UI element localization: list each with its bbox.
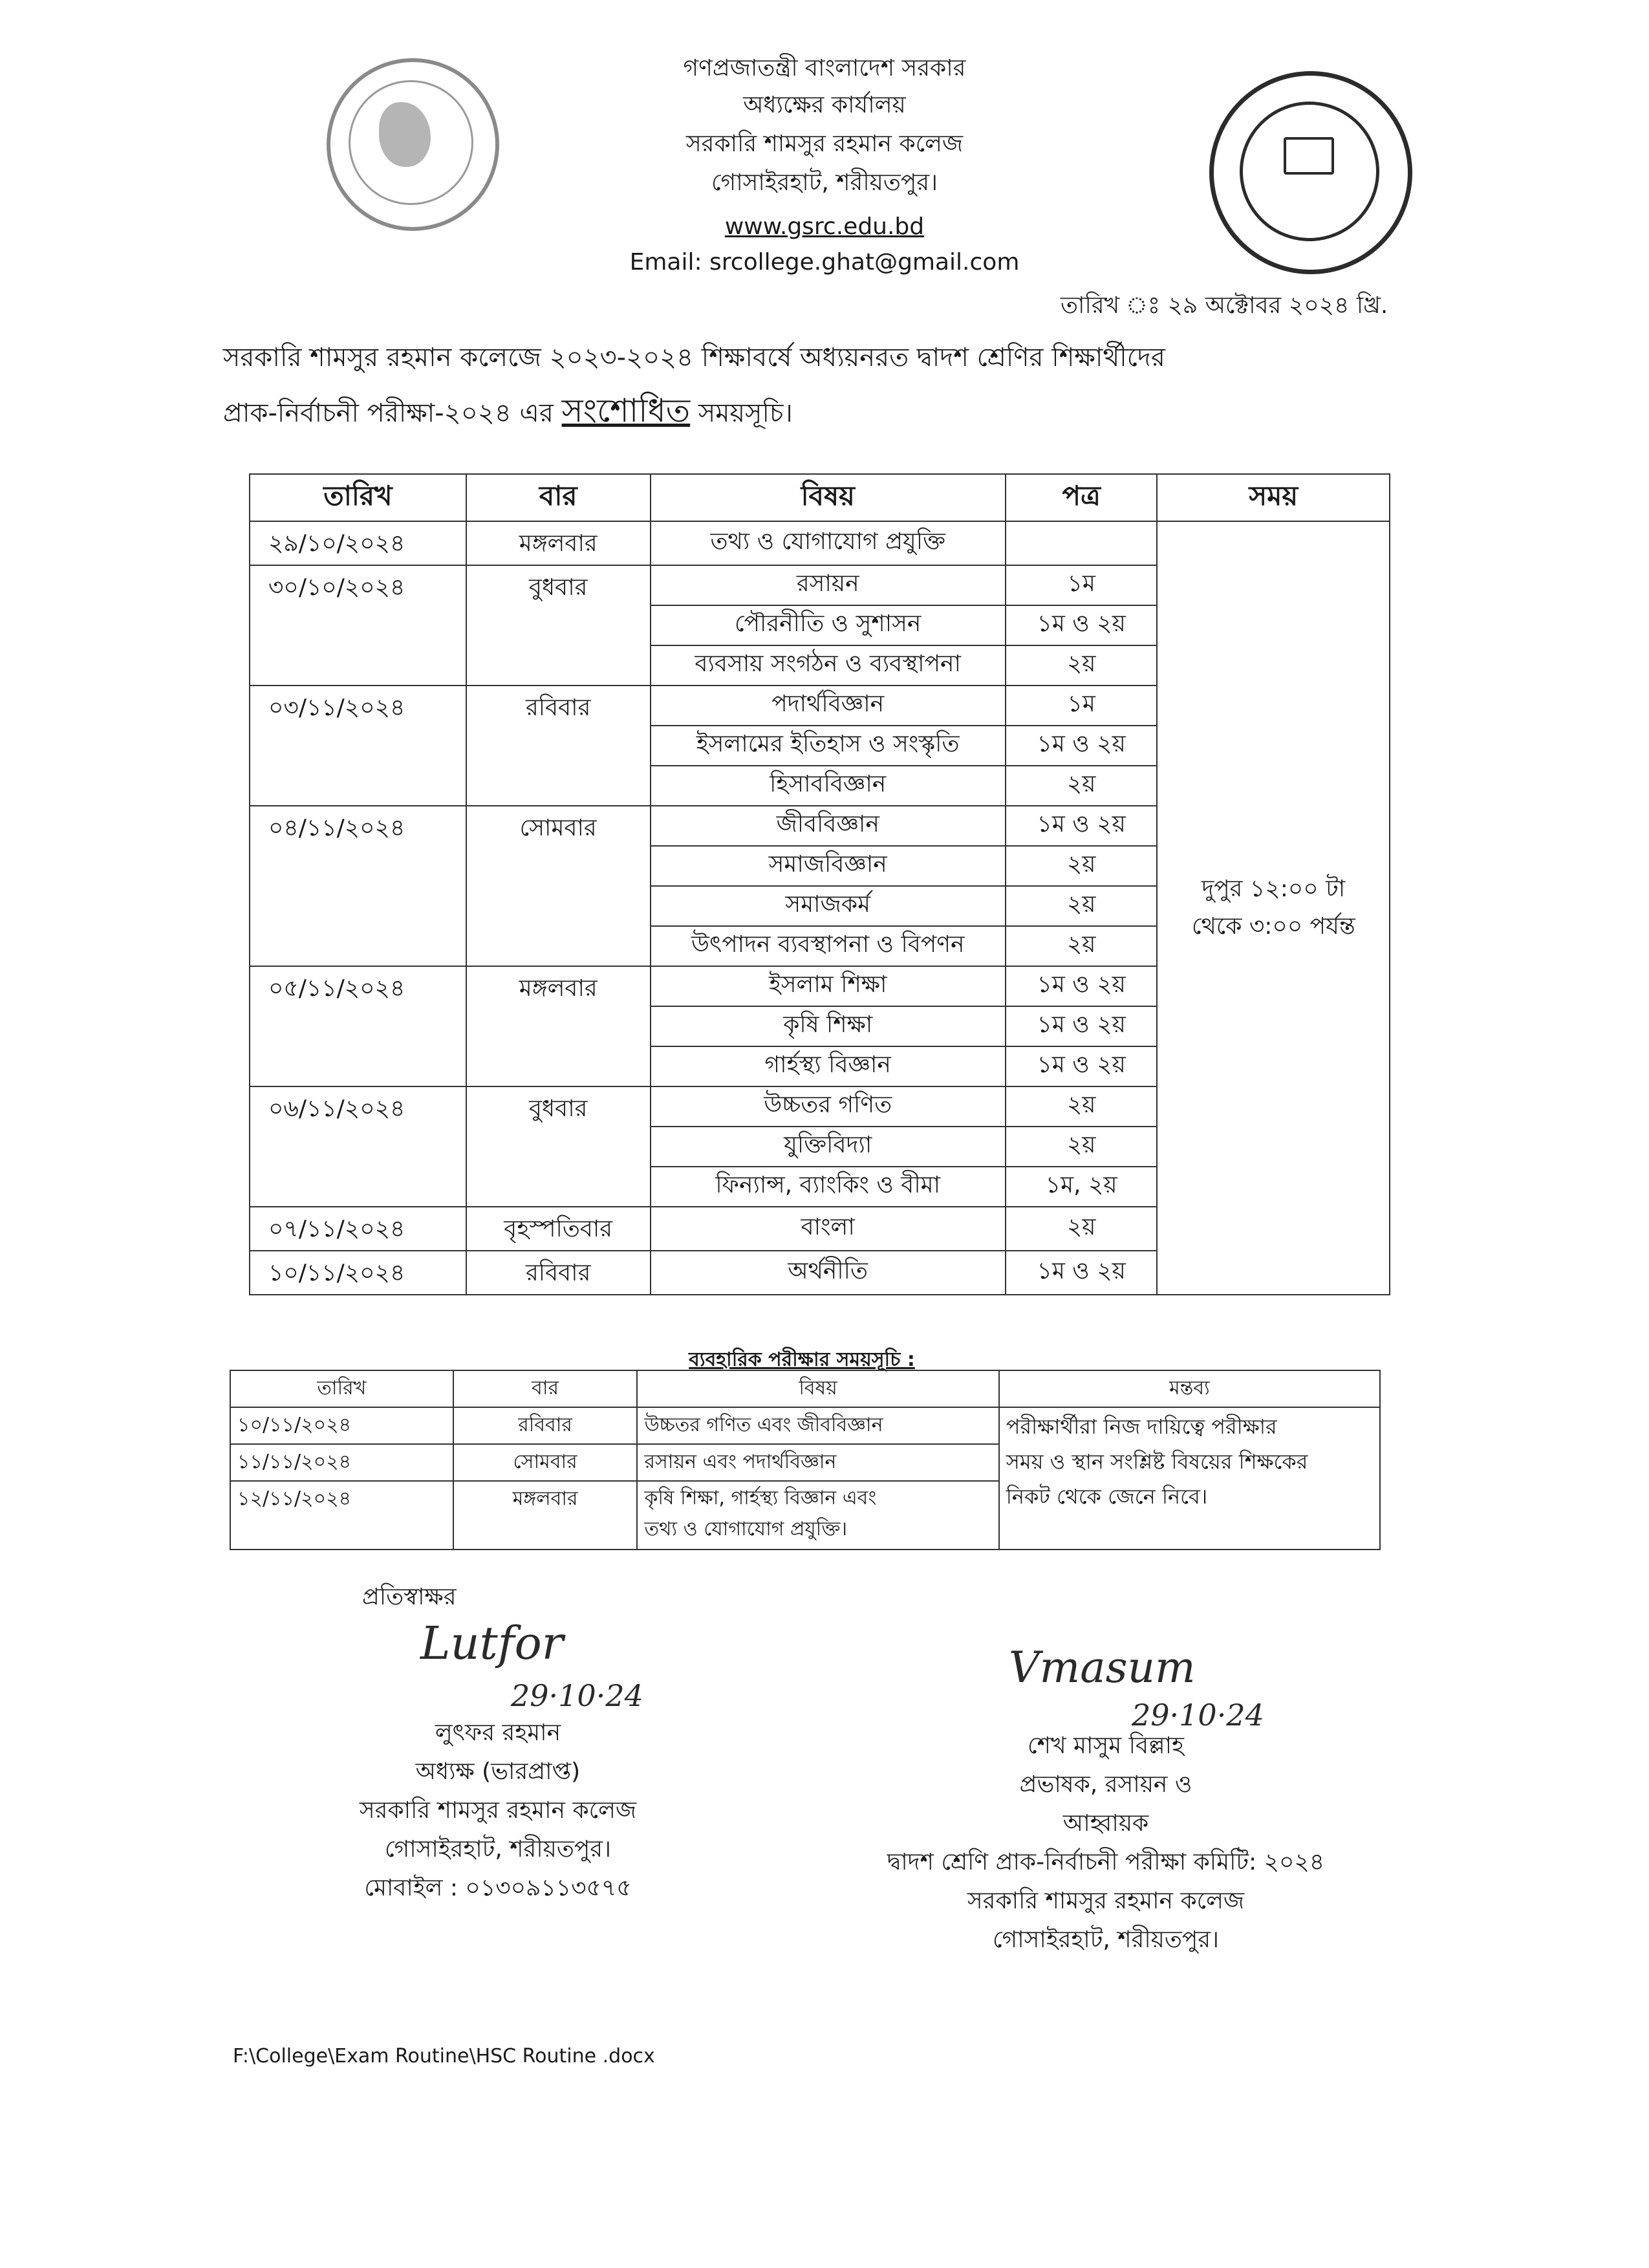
exam-day: রবিবার — [466, 686, 651, 806]
intro-line-1: সরকারি শামসুর রহমান কলেজে ২০২৩-২০২৪ শিক্ষাবর্ষে অধ্যয়নরত দ্বাদশ শ্রেণির শিক্ষার্থীদের — [223, 343, 1165, 373]
exam-subject: ব্যবসায় সংগঠন ও ব্যবস্থাপনা — [651, 645, 1006, 686]
exam-subject: ইসলাম শিক্ষা — [651, 966, 1006, 1006]
practical-day: সোমবার — [453, 1444, 638, 1481]
header-subject: বিষয় — [637, 1370, 998, 1407]
header-paper: পত্র — [1006, 474, 1158, 521]
exam-paper: ২য় — [1006, 1127, 1158, 1167]
table-row — [250, 521, 1390, 565]
left-signature-block — [317, 1714, 679, 1908]
exam-date: ০৩/১১/২০২৪ — [250, 686, 466, 806]
revised-highlight: সংশোধিত — [561, 392, 691, 429]
convenor-committee: দ্বাদশ শ্রেণি প্রাক-নির্বাচনী পরীক্ষা কমিটি: ২০২৪ — [887, 1849, 1325, 1875]
office-title: অধ্যক্ষের কার্যালয় — [743, 92, 906, 118]
convenor-name: শেখ মাসুম বিল্লাহ — [1028, 1733, 1184, 1759]
principal-college: সরকারি শামসুর রহমান কলেজ — [359, 1797, 637, 1824]
exam-paper: ১ম ও ২য় — [1006, 806, 1158, 846]
header-remarks: মন্তব্য — [999, 1370, 1380, 1407]
exam-day: বৃহস্পতিবার — [466, 1207, 651, 1251]
exam-subject: পৌরনীতি ও সুশাসন — [651, 605, 1006, 645]
document-date: তারিখ ঃ ২৯ অক্টোবর ২০২৪ খ্রি. — [1061, 292, 1388, 319]
exam-date: ০৭/১১/২০২৪ — [250, 1207, 466, 1251]
email-text: Email: srcollege.ghat@gmail.com — [629, 249, 1020, 275]
exam-date: ৩০/১০/২০২৪ — [250, 565, 466, 686]
exam-subject: সমাজবিজ্ঞান — [651, 846, 1006, 886]
file-path-footer: F:\College\Exam Routine\HSC Routine .docx — [233, 2045, 655, 2068]
left-signature-scribble: Lutfor — [420, 1617, 564, 1670]
college-address: গোসাইরহাট, শরীয়তপুর। — [711, 169, 938, 196]
exam-subject: অর্থনীতি — [651, 1251, 1006, 1295]
exam-subject: উচ্চতর গণিত — [651, 1086, 1006, 1127]
principal-title: অধ্যক্ষ (ভারপ্রাপ্ত) — [415, 1758, 581, 1785]
exam-subject: ইসলামের ইতিহাস ও সংস্কৃতি — [651, 726, 1006, 766]
exam-paper — [1006, 521, 1158, 565]
college-seal-icon — [1209, 71, 1412, 274]
exam-date: ২৯/১০/২০২৪ — [250, 521, 466, 565]
govt-title: গণপ্রজাতন্ত্রী বাংলাদেশ সরকার — [683, 55, 966, 81]
exam-subject: ফিন্যান্স, ব্যাংকিং ও বীমা — [651, 1167, 1006, 1207]
convenor-place: গোসাইরহাট, শরীয়তপুর। — [993, 1927, 1219, 1953]
exam-paper: ১ম — [1006, 686, 1158, 726]
exam-date: ১০/১১/২০২৪ — [250, 1251, 466, 1295]
exam-subject: হিসাববিজ্ঞান — [651, 766, 1006, 806]
exam-paper: ২য় — [1006, 1086, 1158, 1127]
countersign-caption: প্রতিস্বাক্ষর — [362, 1584, 457, 1610]
exam-subject: জীববিজ্ঞান — [651, 806, 1006, 846]
exam-paper: ১ম — [1006, 565, 1158, 605]
exam-subject: রসায়ন — [651, 565, 1006, 605]
government-seal-icon — [327, 58, 499, 231]
exam-paper: ২য় — [1006, 926, 1158, 966]
convenor-title-1: প্রভাষক, রসায়ন ও — [1019, 1771, 1192, 1798]
practical-date: ১১/১১/২০২৪ — [230, 1444, 453, 1481]
principal-mobile: মোবাইল : ০১৩০৯১১৩৫৭৫ — [364, 1875, 632, 1901]
right-signature-block — [815, 1727, 1397, 1960]
header-date: তারিখ — [230, 1370, 453, 1407]
exam-day: মঙ্গলবার — [466, 521, 651, 565]
exam-paper: ১ম ও ২য় — [1006, 1046, 1158, 1086]
practical-date: ১০/১১/২০২৪ — [230, 1407, 453, 1444]
right-signature-date: 29·10·24 — [1132, 1698, 1264, 1733]
exam-paper: ২য় — [1006, 1207, 1158, 1251]
exam-paper: ১ম ও ২য় — [1006, 726, 1158, 766]
exam-subject: যুক্তিবিদ্যা — [651, 1127, 1006, 1167]
website-link[interactable]: www.gsrc.edu.bd — [724, 213, 925, 240]
exam-paper: ১ম ও ২য় — [1006, 1251, 1158, 1295]
exam-subject: গার্হস্থ্য বিজ্ঞান — [651, 1046, 1006, 1086]
table-row — [230, 1407, 1380, 1444]
exam-day: রবিবার — [466, 1251, 651, 1295]
exam-schedule-table — [249, 473, 1390, 1295]
college-name: সরকারি শামসুর রহমান কলেজ — [685, 131, 964, 157]
exam-paper: ১ম ও ২য় — [1006, 605, 1158, 645]
exam-day: বুধবার — [466, 565, 651, 686]
principal-name: লুৎফর রহমান — [435, 1720, 561, 1746]
practical-title: ব্যবহারিক পরীক্ষার সময়সূচি : — [689, 1348, 915, 1371]
exam-day: বুধবার — [466, 1086, 651, 1207]
intro-line-2: প্রাক-নির্বাচনী পরীক্ষা-২০২৪ এর সংশোধিত সময়সূচি। — [223, 392, 793, 429]
exam-paper: ১ম, ২য় — [1006, 1167, 1158, 1207]
practical-date: ১২/১১/২০২৪ — [230, 1481, 453, 1550]
table-header-row — [250, 474, 1390, 521]
header-date: তারিখ — [250, 474, 466, 521]
exam-date: ০৬/১১/২০২৪ — [250, 1086, 466, 1207]
right-signature-scribble: Vmasum — [1009, 1643, 1196, 1692]
exam-time: দুপুর ১২:০০ টা থেকে ৩:০০ পর্যন্ত — [1157, 521, 1390, 1295]
exam-subject: বাংলা — [651, 1207, 1006, 1251]
convenor-college: সরকারি শামসুর রহমান কলেজ — [967, 1888, 1245, 1914]
exam-subject: সমাজকর্ম — [651, 886, 1006, 926]
exam-subject: পদার্থবিজ্ঞান — [651, 686, 1006, 726]
header-subject: বিষয় — [651, 474, 1006, 521]
exam-paper: ২য় — [1006, 846, 1158, 886]
exam-paper: ২য় — [1006, 886, 1158, 926]
header-day: বার — [453, 1370, 638, 1407]
exam-date: ০৪/১১/২০২৪ — [250, 806, 466, 966]
exam-paper: ২য় — [1006, 766, 1158, 806]
exam-paper: ২য় — [1006, 645, 1158, 686]
header-time: সময় — [1157, 474, 1390, 521]
convenor-title-2: আহ্বায়ক — [1062, 1810, 1149, 1837]
practical-subject: কৃষি শিক্ষা, গার্হস্থ্য বিজ্ঞান এবং তথ্য ও যোগাযোগ প্রযুক্তি। — [637, 1481, 998, 1550]
practical-schedule-table — [230, 1370, 1381, 1550]
exam-day: মঙ্গলবার — [466, 966, 651, 1086]
table-header-row — [230, 1370, 1380, 1407]
exam-date: ০৫/১১/২০২৪ — [250, 966, 466, 1086]
left-signature-date: 29·10·24 — [511, 1678, 643, 1713]
exam-subject: উৎপাদন ব্যবস্থাপনা ও বিপণন — [651, 926, 1006, 966]
exam-paper: ১ম ও ২য় — [1006, 966, 1158, 1006]
exam-subject: কৃষি শিক্ষা — [651, 1006, 1006, 1046]
header-day: বার — [466, 474, 651, 521]
practical-day: মঙ্গলবার — [453, 1481, 638, 1550]
practical-subject: রসায়ন এবং পদার্থবিজ্ঞান — [637, 1444, 998, 1481]
exam-subject: তথ্য ও যোগাযোগ প্রযুক্তি — [651, 521, 1006, 565]
practical-subject: উচ্চতর গণিত এবং জীববিজ্ঞান — [637, 1407, 998, 1444]
practical-day: রবিবার — [453, 1407, 638, 1444]
exam-day: সোমবার — [466, 806, 651, 966]
exam-paper: ১ম ও ২য় — [1006, 1006, 1158, 1046]
practical-remarks: পরীক্ষার্থীরা নিজ দায়িত্বে পরীক্ষার সময় ও স্থান সংশ্লিষ্ট বিষয়ের শিক্ষকের নিকট থেকে জেনে নিবে। — [999, 1407, 1380, 1550]
intro-paragraph — [223, 331, 1426, 440]
principal-place: গোসাইরহাট, শরীয়তপুর। — [385, 1836, 611, 1863]
